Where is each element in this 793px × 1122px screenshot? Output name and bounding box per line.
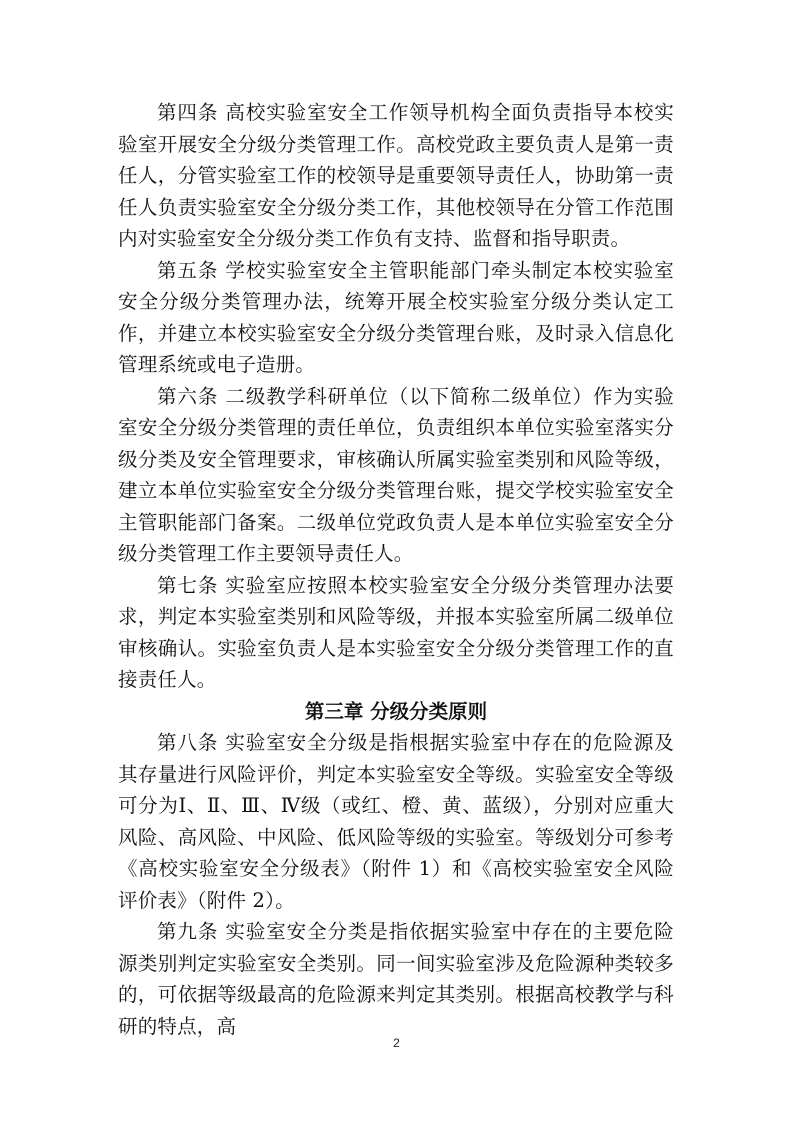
article-9-paragraph: 第九条 实验室安全分类是指依据实验室中存在的主要危险源类别判定实验室安全类别。同一间实验室涉及危险源种类较多的，可依据等级最高的危险源来判定其类别。根据高校教学与科研的特点，高 xyxy=(118,920,674,1038)
article-8-paragraph: 第八条 实验室安全分级是指根据实验室中存在的危险源及其存量进行风险评价，判定本实验室安全等级。实验室安全等级可分为Ⅰ、Ⅱ、Ⅲ、Ⅳ级（或红、橙、黄、蓝级），分别对应重大风险、高风险、中风险、低风险等级的实验室。等级划分可参考《高校实验室安全分级表》（附件 1）和《高校实验室安全风险评价表》（附件 2）。 xyxy=(118,731,674,912)
document-body xyxy=(118,97,674,1042)
page-number: 2 xyxy=(393,1036,400,1050)
article-4-paragraph: 第四条 高校实验室安全工作领导机构全面负责指导本校实验室开展安全分级分类管理工作。高校党政主要负责人是第一责任人，分管实验室工作的校领导是重要领导责任人，协助第一责任人负责实验室安全分级分类工作，其他校领导在分管工作范围内对实验室安全分级分类工作负有支持、监督和指导职责。 xyxy=(118,101,674,250)
article-7-paragraph: 第七条 实验室应按照本校实验室安全分级分类管理办法要求，判定本实验室类别和风险等级，并报本实验室所属二级单位审核确认。实验室负责人是本实验室安全分级分类管理工作的直接责任人。 xyxy=(118,573,674,691)
article-6-paragraph: 第六条 二级教学科研单位（以下简称二级单位）作为实验室安全分级分类管理的责任单位，负责组织本单位实验室落实分级分类及安全管理要求，审核确认所属实验室类别和风险等级，建立本单位实验室安全分级分类管理台账，提交学校实验室安全主管职能部门备案。二级单位党政负责人是本单位实验室安全分级分类管理工作主要领导责任人。 xyxy=(118,384,674,565)
article-5-paragraph: 第五条 学校实验室安全主管职能部门牵头制定本校实验室安全分级分类管理办法，统筹开展全校实验室分级分类认定工作，并建立本校实验室安全分级分类管理台账，及时录入信息化管理系统或电子造册。 xyxy=(118,258,674,376)
chapter-heading: 第三章 分级分类原则 xyxy=(304,699,488,723)
